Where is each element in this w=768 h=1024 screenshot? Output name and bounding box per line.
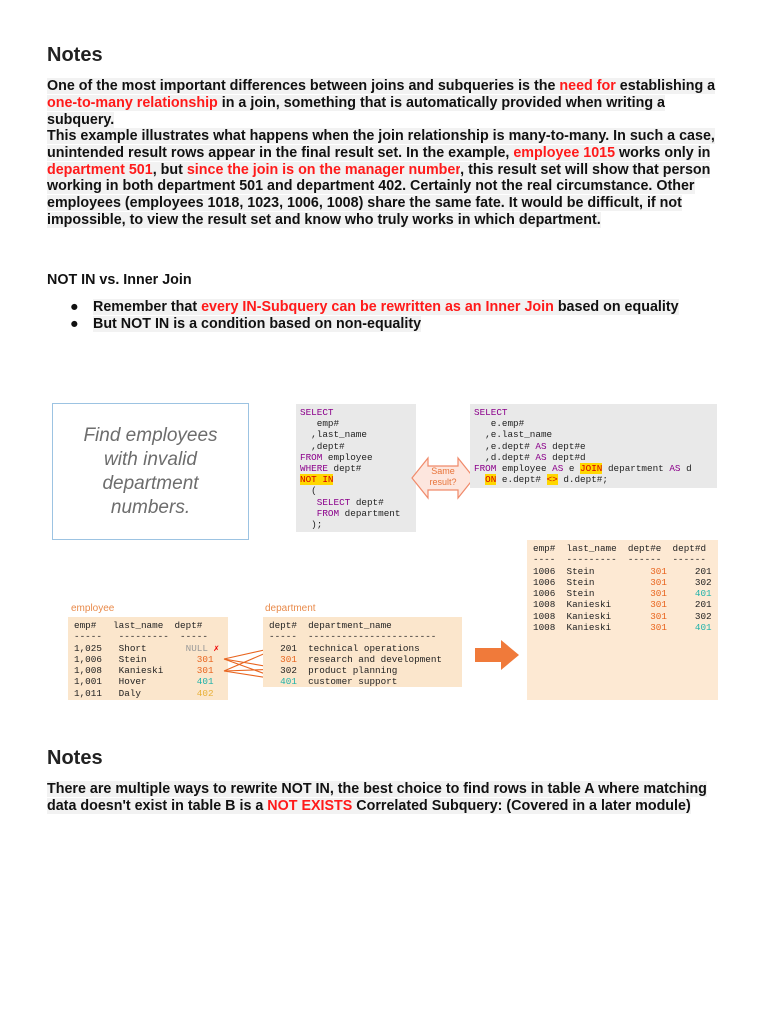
bullet-dot-icon: ● (70, 299, 79, 315)
bullet-list (47, 299, 697, 333)
not-in-query-code: SELECT emp# ,last_name ,dept# FROM employee WHERE dept# NOT IN ( SELECT dept# FROM department ); (296, 404, 416, 532)
bullet-dot-icon: ● (70, 315, 79, 332)
notes-heading: Notes (47, 44, 103, 66)
result-table: emp# last_name dept#e dept#d ---- --------- ------ ------ 1006 Stein 301 201 1006 Stein 301 302 1006 Stein 301 401 1008 Kanieski 301 201 1008 Kanieski 301 302 1008 Kanieski 301 401 (527, 540, 718, 700)
bullet-item: ● Remember that every IN-Subquery can be rewritten as an Inner Join based on equality (70, 299, 679, 315)
invalid-cross-icon: ✗ (213, 642, 220, 654)
notes-paragraph-1: One of the most important differences between joins and subqueries is the need for establishing a one-to-many relationship in a join, something that is automatically provided when writing a subquery. (47, 78, 716, 128)
bullet-item: ● But NOT IN is a condition based on non-equality (70, 315, 422, 332)
double-arrow-icon (410, 452, 476, 504)
notes-heading-2: Notes (47, 747, 103, 769)
svg-text:result?: result? (429, 477, 457, 487)
department-table-label: department (265, 603, 316, 614)
inner-join-query-code: SELECT e.emp# ,e.last_name ,e.dept# AS dept#e ,d.dept# AS dept#d FROM employee AS e JOIN department AS d ON e.dept# <> d.dept#; (470, 404, 717, 488)
notes-paragraph-2: This example illustrates what happens when the join relationship is many-to-many. In such a case, unintended result rows appear in the final result set. In the example, employee 1015 works only in department 501, but since the join is on the manager number, this result set will show that person working in both department 501 and department 402. Certainly not the real circumstance. Other employees (employees 1018, 1023, 1006, 1008) share the same fate. It would be difficult, if not impossible, to view the result set and know who truly works in which department. (47, 128, 715, 228)
result-arrow-icon (475, 640, 519, 670)
employee-table-label: employee (71, 603, 115, 614)
notes-paragraph-3: There are multiple ways to rewrite NOT IN, the best choice to find rows in table A where matching data doesn't exist in table B is a NOT EXISTS Correlated Subquery: (Covered in a later module) (47, 781, 707, 814)
figure-caption-card: Find employees with invalid department numbers. (52, 403, 249, 540)
section-title: NOT IN vs. Inner Join (47, 272, 192, 288)
same-result-label: Same (431, 466, 455, 476)
department-table: dept# department_name ----- ----------------------- 201 technical operations 301 research and development 302 product planning 401 customer support (263, 617, 462, 687)
employee-table: emp# last_name dept# ----- --------- ----- 1,025 Short NULL ✗ 1,006 Stein 301 1,008 Kanieski 301 1,001 Hover 401 1,011 Daly 402 (68, 617, 228, 700)
